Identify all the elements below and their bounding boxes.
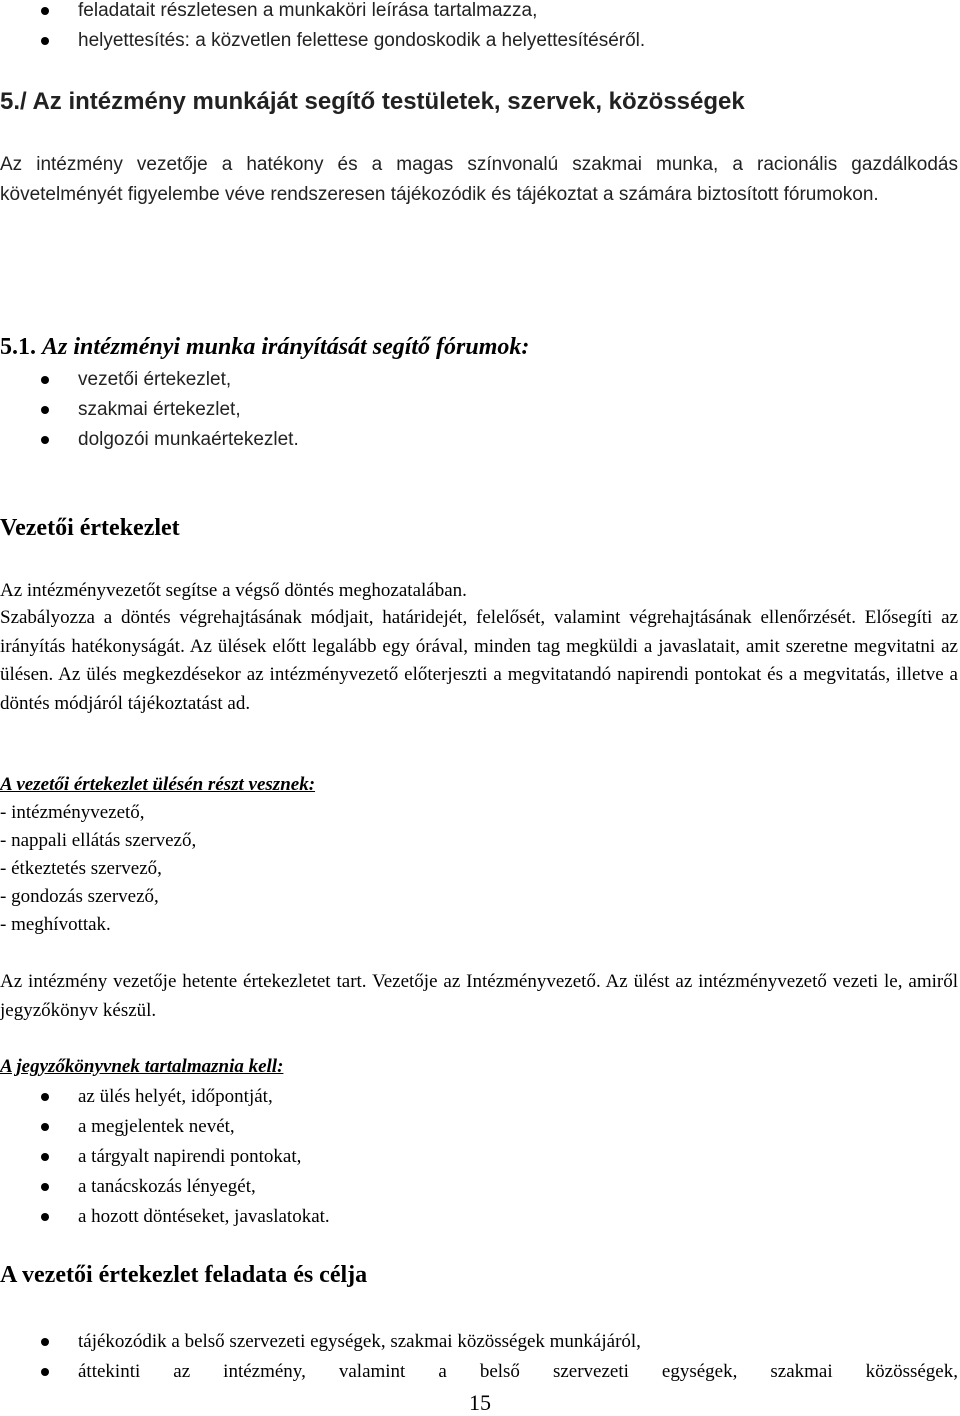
- list-item: - étkeztetés szervező,: [0, 858, 162, 879]
- participants-heading: A vezetői értekezlet ülésén részt vesznek:: [0, 774, 316, 795]
- list-item: - gondozás szervező,: [0, 886, 159, 907]
- list-item: vezetői értekezlet,: [0, 365, 958, 395]
- list-item: - meghívottak.: [0, 914, 111, 935]
- feladata-list: [0, 1327, 958, 1387]
- page-number: 15: [469, 1390, 491, 1415]
- section-5-paragraph: Az intézmény vezetője a hatékony és a magas színvonalú szakmai munka, a racionális gazdálkodás követelményét figyelembe véve rendszeresen tájékozódik és tájékoztat a számára biztosított fórumokon.: [0, 154, 958, 205]
- section-title: Az intézményi munka irányítását segítő fórumok:: [42, 334, 530, 360]
- list-item: helyettesítés: a közvetlen felettese gondoskodik a helyettesítéséről.: [0, 26, 958, 56]
- list-item: szakmai értekezlet,: [0, 395, 958, 425]
- top-bullet-list: [0, 0, 958, 56]
- vezetoi-paragraph-2: Szabályozza a döntés végrehajtásának módjait, határidejét, felelősét, valamint végrehajtásának ellenőrzését. Elősegíti az irányítás hatékonyságát. Az ülések előtt legalább egy órával, minden tag megküldi a javaslatait, amit szeretne megvitatni az ülésen. Az ülés megkezdésekor az intézményvezető előterjeszti a megvitatandó napirendi pontokat és a megvitatás, illetve a döntés módjáról tájékoztatást ad.: [0, 607, 958, 714]
- list-item: feladatait részletesen a munkaköri leírása tartalmazza,: [0, 0, 958, 26]
- section-5-1-heading: [0, 334, 958, 361]
- list-item: - intézményvezető,: [0, 802, 145, 823]
- vezetoi-heading: Vezetői értekezlet: [0, 515, 180, 541]
- section-number: 5.1.: [0, 334, 36, 360]
- vezetoi-paragraph-3: Az intézmény vezetője hetente értekezletet tart. Vezetője az Intézményvezető. Az ülést az intézményvezető vezeti le, amiről jegyzőkönyv készül.: [0, 971, 958, 1021]
- list-item: dolgozói munkaértekezlet.: [0, 425, 958, 455]
- list-item: tájékozódik a belső szervezeti egységek, szakmai közösségek munkájáról,: [0, 1327, 958, 1357]
- list-item: a tanácskozás lényegét,: [0, 1172, 958, 1202]
- vezetoi-paragraph-1: Az intézményvezetőt segítse a végső döntés meghozatalában.: [0, 580, 467, 601]
- minutes-heading: A jegyzőkönyvnek tartalmaznia kell:: [0, 1056, 284, 1077]
- minutes-list: [0, 1082, 958, 1232]
- list-item: a megjelentek nevét,: [0, 1112, 958, 1142]
- forum-list: [0, 365, 958, 455]
- participants-list: [0, 799, 958, 939]
- section-5-heading: 5./ Az intézmény munkáját segítő testületek, szervek, közösségek: [0, 88, 745, 115]
- list-item: a tárgyalt napirendi pontokat,: [0, 1142, 958, 1172]
- list-item: a hozott döntéseket, javaslatokat.: [0, 1202, 958, 1232]
- list-item: - nappali ellátás szervező,: [0, 830, 197, 851]
- list-item: az ülés helyét, időpontját,: [0, 1082, 958, 1112]
- feladata-heading: A vezetői értekezlet feladata és célja: [0, 1262, 368, 1288]
- list-item: áttekinti az intézmény, valamint a belső szervezeti egységek, szakmai közösségek,: [0, 1357, 958, 1387]
